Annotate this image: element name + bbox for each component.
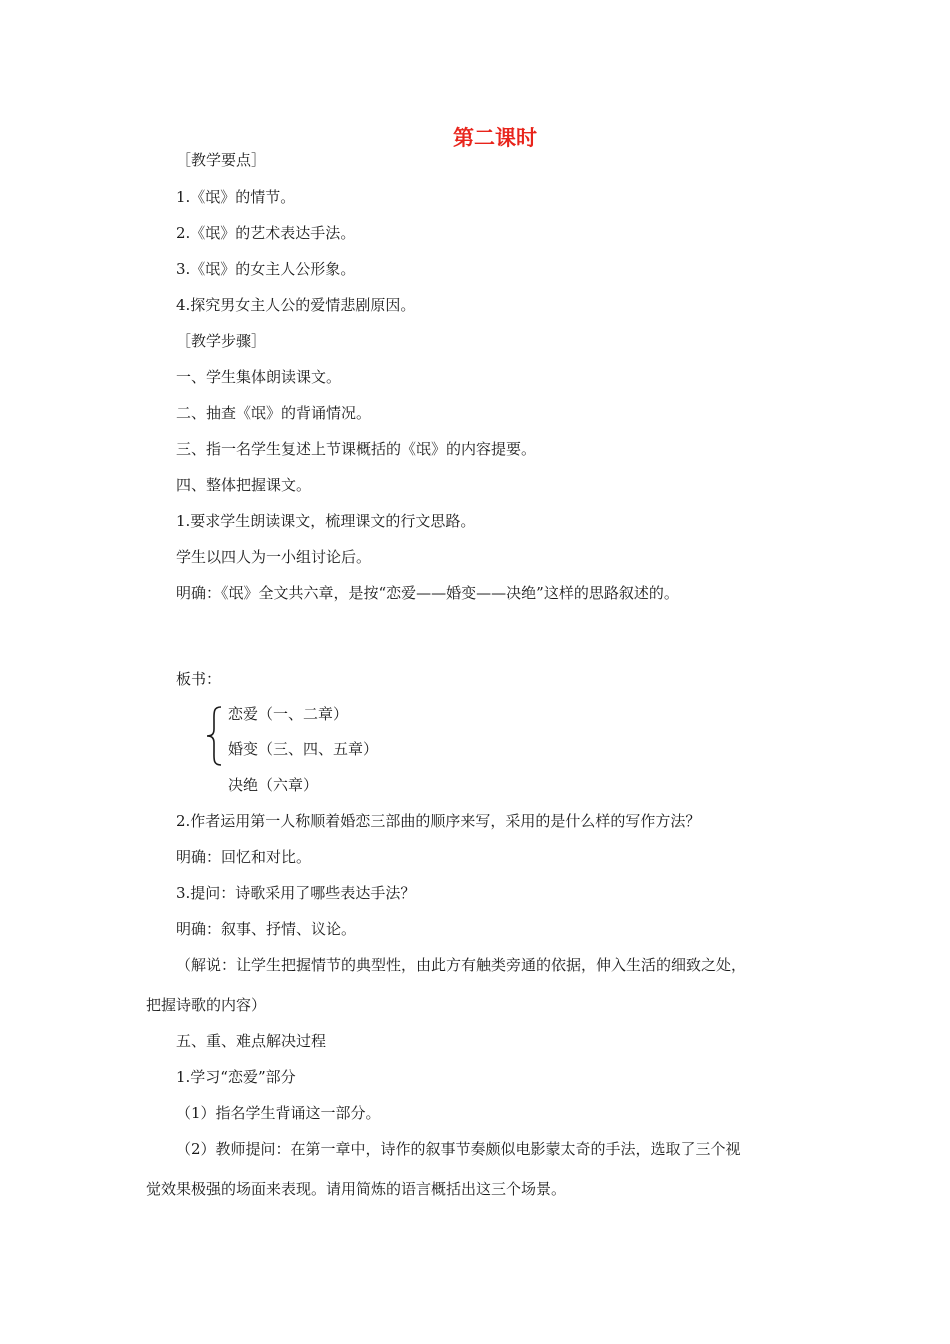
section-heading-key-points: ［教学要点］ (176, 151, 267, 169)
paragraph: 学生以四人为一小组讨论后。 (176, 548, 372, 566)
paragraph: 明确：《氓》全文共六章，是按“恋爱——婚变——决绝”这样的思路叙述的。 (176, 584, 679, 602)
step-3: 三、指一名学生复述上节课概括的《氓》的内容提要。 (176, 440, 537, 458)
paragraph: 1.要求学生朗读课文，梳理课文的行文思路。 (176, 512, 476, 530)
paragraph: （2）教师提问：在第一章中，诗作的叙事节奏颇似电影蒙太奇的手法，选取了三个视 (176, 1140, 741, 1158)
paragraph: 2.作者运用第一人称顺着婚恋三部曲的顺序来写，采用的是什么样的写作方法？ (176, 812, 701, 830)
paragraph: 1.学习“恋爱”部分 (176, 1068, 296, 1086)
key-point-3: 3.《氓》的女主人公形象。 (176, 260, 356, 278)
board-label: 板书： (176, 670, 222, 688)
page-title: 第二课时 (453, 126, 537, 150)
step-5: 五、重、难点解决过程 (176, 1032, 327, 1050)
step-4: 四、整体把握课文。 (176, 476, 312, 494)
board-item: 决绝（六章） (228, 776, 319, 794)
curly-brace-icon (204, 705, 224, 767)
paragraph: （解说：让学生把握情节的典型性，由此方有触类旁通的依据，伸入生活的细致之处， (176, 956, 747, 974)
step-2: 二、抽查《氓》的背诵情况。 (176, 404, 372, 422)
key-point-1: 1.《氓》的情节。 (176, 188, 296, 206)
paragraph: （1）指名学生背诵这一部分。 (176, 1104, 381, 1122)
paragraph: 明确：叙事、抒情、议论。 (176, 920, 357, 938)
key-point-2: 2.《氓》的艺术表达手法。 (176, 224, 356, 242)
paragraph: 觉效果极强的场面来表现。请用简炼的语言概括出这三个场景。 (146, 1180, 567, 1198)
paragraph: 把握诗歌的内容） (146, 996, 267, 1014)
paragraph: 明确：回忆和对比。 (176, 848, 312, 866)
board-item: 恋爱（一、二章） (228, 705, 349, 723)
board-item: 婚变（三、四、五章） (228, 740, 379, 758)
section-heading-steps: ［教学步骤］ (176, 332, 267, 350)
paragraph: 3.提问：诗歌采用了哪些表达手法？ (176, 884, 416, 902)
step-1: 一、学生集体朗读课文。 (176, 368, 342, 386)
key-point-4: 4.探究男女主人公的爱情悲剧原因。 (176, 296, 416, 314)
